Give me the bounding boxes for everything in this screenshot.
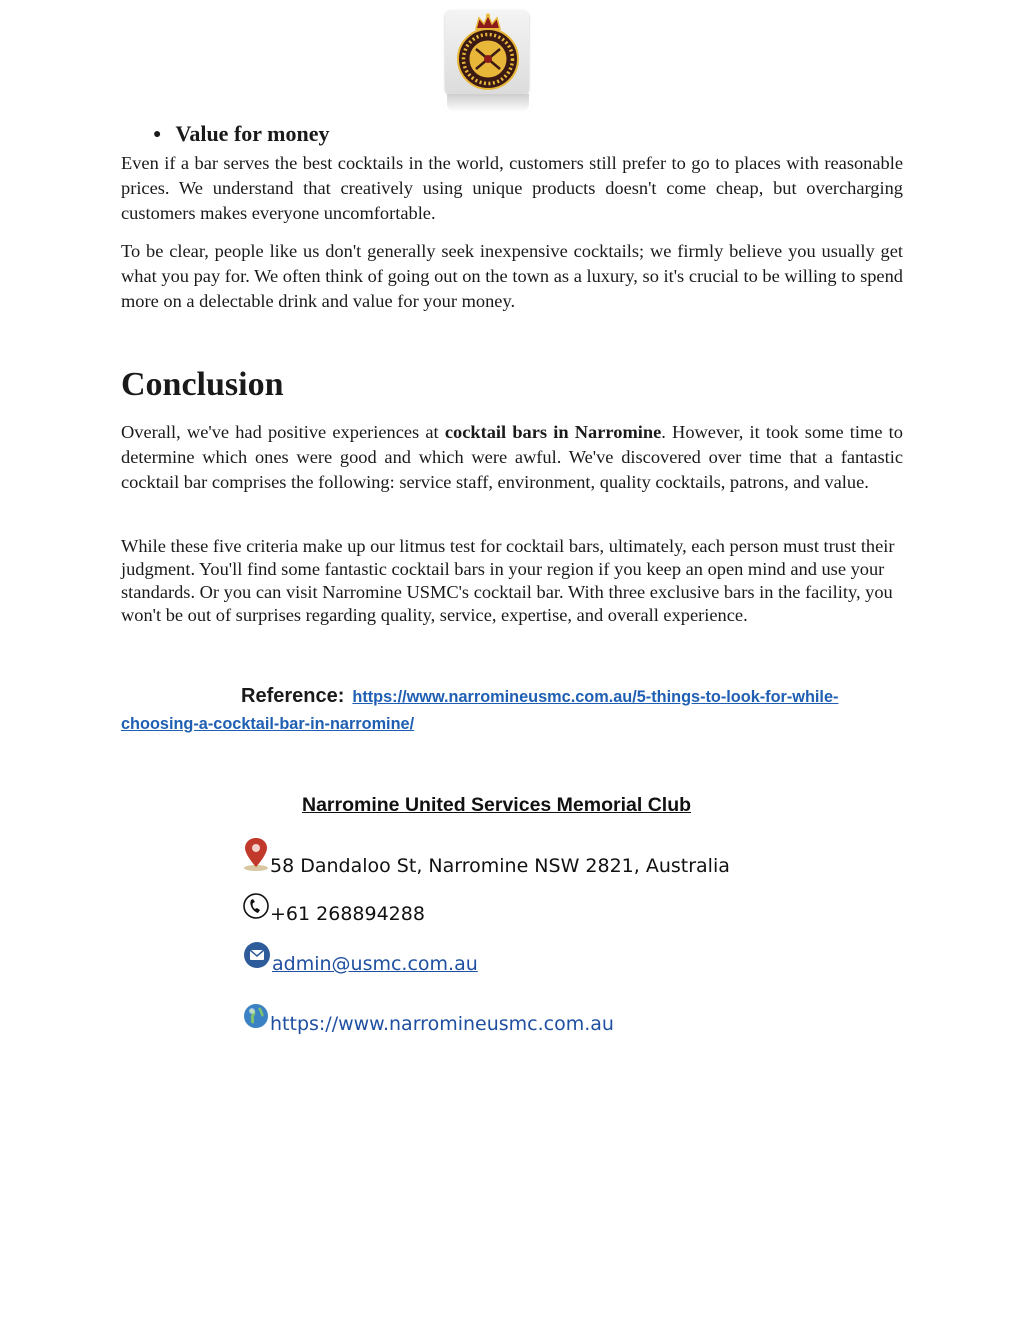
text-run: Overall, we've had positive experiences at bbox=[121, 422, 445, 442]
location-pin-icon bbox=[242, 836, 270, 877]
bold-keyword: cocktail bars in Narromine bbox=[444, 422, 662, 442]
heading-text: Value for money bbox=[175, 121, 330, 146]
website-link[interactable]: https://www.narromineusmc.com.au bbox=[270, 1013, 614, 1035]
address-text: 58 Dandaloo St, Narromine NSW 2821, Australia bbox=[270, 855, 730, 877]
bullet-icon: ● bbox=[153, 127, 162, 142]
section-heading-value bbox=[153, 121, 329, 147]
conclusion-heading: Conclusion bbox=[121, 366, 284, 403]
text-run: . However, it took some time to determine which ones were good and which were awful. We've discovered over time that a fantastic cocktail bar comprises the following: service staff, environment, quality cocktails, patrons, and value. bbox=[121, 422, 903, 492]
reference-block bbox=[121, 683, 911, 738]
logo-reflection bbox=[447, 94, 529, 112]
phone-row bbox=[242, 892, 425, 925]
address-row bbox=[242, 836, 730, 877]
phone-text: +61 268894288 bbox=[270, 903, 425, 925]
website-row bbox=[242, 1002, 614, 1035]
reference-label: Reference: bbox=[241, 685, 345, 707]
phone-icon bbox=[242, 892, 270, 925]
email-link[interactable]: admin@usmc.com.au bbox=[272, 953, 478, 975]
email-row bbox=[242, 940, 478, 975]
club-logo bbox=[445, 10, 531, 110]
club-crest-icon bbox=[449, 12, 527, 92]
paragraph-value-2: To be clear, people like us don't generally seek inexpensive cocktails; we firmly believe you usually get what you pay for. We often think of going out on the town as a luxury, so it's crucial to be willing to spend more on a delectable drink and value for your money. bbox=[121, 241, 903, 311]
email-icon bbox=[242, 940, 272, 975]
globe-icon bbox=[242, 1002, 270, 1035]
paragraph-conclusion-1 bbox=[121, 420, 903, 495]
reference-link[interactable]: https://www.narromineusmc.com.au/5-things-to-look-for-while-choosing-a-cocktail-bar-in-narromine/ bbox=[121, 688, 839, 733]
club-name: Narromine United Services Memorial Club bbox=[302, 794, 692, 816]
paragraph-value-1: Even if a bar serves the best cocktails in the world, customers still prefer to go to places with reasonable prices. We understand that creatively using unique products doesn't come cheap, but overcharging customers makes everyone uncomfortable. bbox=[121, 153, 903, 223]
paragraph-conclusion-2: While these five criteria make up our litmus test for cocktail bars, ultimately, each person must trust their judgment. You'll find some fantastic cocktail bars in your region if you keep an open mind and use your standards. Or you can visit Narromine USMC's cocktail bar. With three exclusive bars in the facility, you won't be out of surprises regarding quality, service, expertise, and overall experience. bbox=[121, 536, 895, 625]
